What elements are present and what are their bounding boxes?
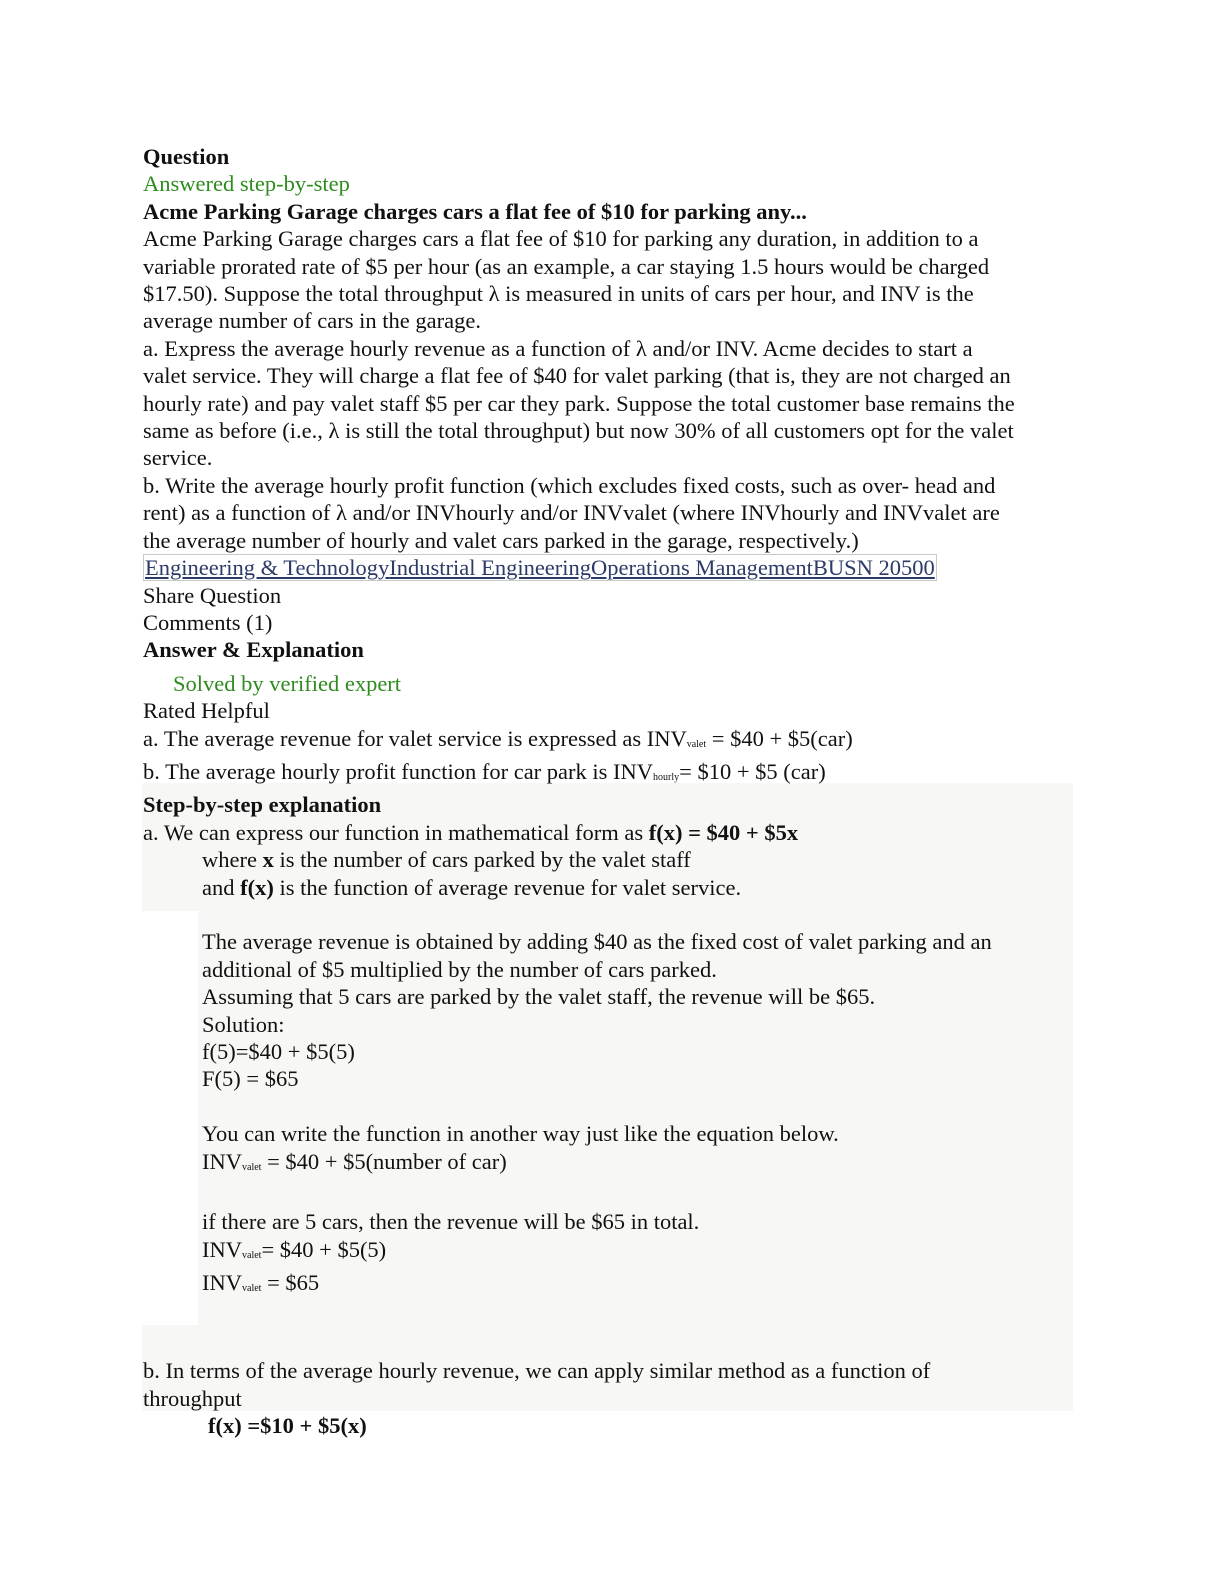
alt-eq-subscript: valet (242, 1161, 262, 1173)
tag-link-industrial-engineering[interactable]: Industrial Engineering (389, 555, 592, 581)
question-body-line: the average number of hourly and valet cars parked in the garage, respectively.) (143, 527, 859, 553)
step-a-explain-line: F(5) = $65 (202, 1066, 299, 1092)
question-body (143, 225, 1078, 554)
step-a-explain-line: Solution: (202, 1011, 285, 1037)
step-a-lead-text: a. We can express our function in mathematical form as (143, 819, 649, 845)
step-a-alt-equation (143, 1148, 1078, 1181)
comments-link[interactable]: Comments (1) (143, 609, 273, 635)
question-body-line: service. (143, 445, 213, 471)
step-a-explain-line: additional of $5 multiplied by the number of cars parked. (202, 956, 717, 982)
question-body-line: Acme Parking Garage charges cars a flat fee of $10 for parking any duration, in addition to a (143, 226, 979, 252)
question-body-line: hourly rate) and pay valet staff $5 per car they park. Suppose the total customer base remains the (143, 390, 1015, 416)
spacer (143, 1303, 1078, 1358)
summary-a-suffix: = $40 + $5(car) (706, 725, 853, 751)
steps-heading: Step-by-step explanation (143, 792, 382, 818)
summary-b-subscript: hourly (653, 771, 680, 783)
step-b-formula: f(x) =$10 + $5(x) (208, 1413, 367, 1439)
example-eq1-subscript: valet (242, 1249, 262, 1261)
tag-link-operations-management[interactable]: Operations Management (591, 555, 813, 581)
question-body-line: $17.50). Suppose the total throughput λ is measured in units of cars per hour, and INV is the (143, 281, 974, 307)
step-b-line: b. In terms of the average hourly revenue, we can apply similar method as a function of (143, 1358, 931, 1384)
step-a-where-post: is the number of cars parked by the valet staff (273, 847, 691, 873)
example-eq2-post: = $65 (261, 1270, 320, 1296)
alt-eq-post: = $40 + $5(number of car) (261, 1148, 507, 1174)
example-eq2-pre: INV (202, 1270, 242, 1296)
answer-heading: Answer & Explanation (143, 637, 364, 663)
question-body-line: variable prorated rate of $5 per hour (as an example, a car staying 1.5 hours would be charged (143, 253, 990, 279)
spacer (143, 901, 1078, 928)
summary-a (143, 725, 1078, 758)
step-a-example-eq2 (143, 1269, 1078, 1302)
question-title: Acme Parking Garage charges cars a flat fee of $10 for parking any... (143, 198, 807, 224)
question-body-line: same as before (i.e., λ is still the total throughput) but now 30% of all customers opt for the valet (143, 418, 1014, 444)
alt-eq-pre: INV (202, 1148, 242, 1174)
step-a-where-pre: where (202, 847, 263, 873)
spacer (143, 1093, 1078, 1120)
step-a-where-var: x (262, 847, 274, 873)
subject-tags-box (143, 554, 937, 581)
subject-tags (143, 554, 1078, 581)
step-a-explain-line: The average revenue is obtained by adding $40 as the fixed cost of valet parking and an (202, 929, 992, 955)
share-question-link[interactable]: Share Question (143, 582, 282, 608)
step-a-and-post: is the function of average revenue for valet service. (273, 874, 742, 900)
example-eq1-pre: INV (202, 1236, 242, 1262)
question-heading: Question (143, 144, 230, 169)
step-a-where (143, 846, 1078, 873)
answered-status: Answered step-by-step (143, 171, 350, 197)
step-a-example-eq1 (143, 1236, 1078, 1269)
step-a-alt-intro: You can write the function in another way just like the equation below. (202, 1121, 839, 1147)
summary-b (143, 758, 1078, 791)
example-eq1-post: = $40 + $5(5) (261, 1236, 387, 1262)
summary-b-prefix: b. The average hourly profit function for car park is INV (143, 758, 654, 784)
page-content (143, 143, 1078, 1440)
step-a-example-intro: if there are 5 cars, then the revenue will be $65 in total. (202, 1209, 700, 1235)
spacer (143, 1181, 1078, 1208)
step-a-and-var: f(x) (240, 874, 274, 900)
step-a-and (143, 874, 1078, 901)
question-body-line: average number of cars in the garage. (143, 308, 481, 334)
summary-b-suffix: = $10 + $5 (car) (679, 758, 826, 784)
tag-link-engineering-technology[interactable]: Engineering & Technology (145, 555, 390, 581)
summary-a-subscript: valet (686, 738, 707, 750)
question-body-line: valet service. They will charge a flat fee of $40 for valet parking (that is, they are not charged an (143, 363, 1011, 389)
tag-link-busn-20500[interactable]: BUSN 20500 (812, 555, 935, 581)
question-body-line: b. Write the average hourly profit function (which excludes fixed costs, such as over- head and (143, 472, 996, 498)
example-eq2-subscript: valet (242, 1283, 262, 1295)
summary-a-prefix: a. The average revenue for valet service is expressed as INV (143, 725, 687, 751)
solved-badge: Solved by verified expert (173, 670, 402, 696)
step-a-explain-line: Assuming that 5 cars are parked by the valet staff, the revenue will be $65. (202, 984, 876, 1010)
step-a-lead (143, 819, 1078, 846)
step-b-line: throughput (143, 1385, 242, 1411)
question-body-line: a. Express the average hourly revenue as a function of λ and/or INV. Acme decides to start a (143, 335, 973, 361)
step-a-explain-line: f(5)=$40 + $5(5) (202, 1038, 355, 1064)
question-body-line: rent) as a function of λ and/or INVhourly and/or INVvalet (where INVhourly and INVvalet are (143, 500, 1000, 526)
step-a-formula: f(x) = $40 + $5x (648, 819, 799, 845)
rated-helpful-label: Rated Helpful (143, 698, 270, 724)
step-a-and-pre: and (202, 874, 241, 900)
